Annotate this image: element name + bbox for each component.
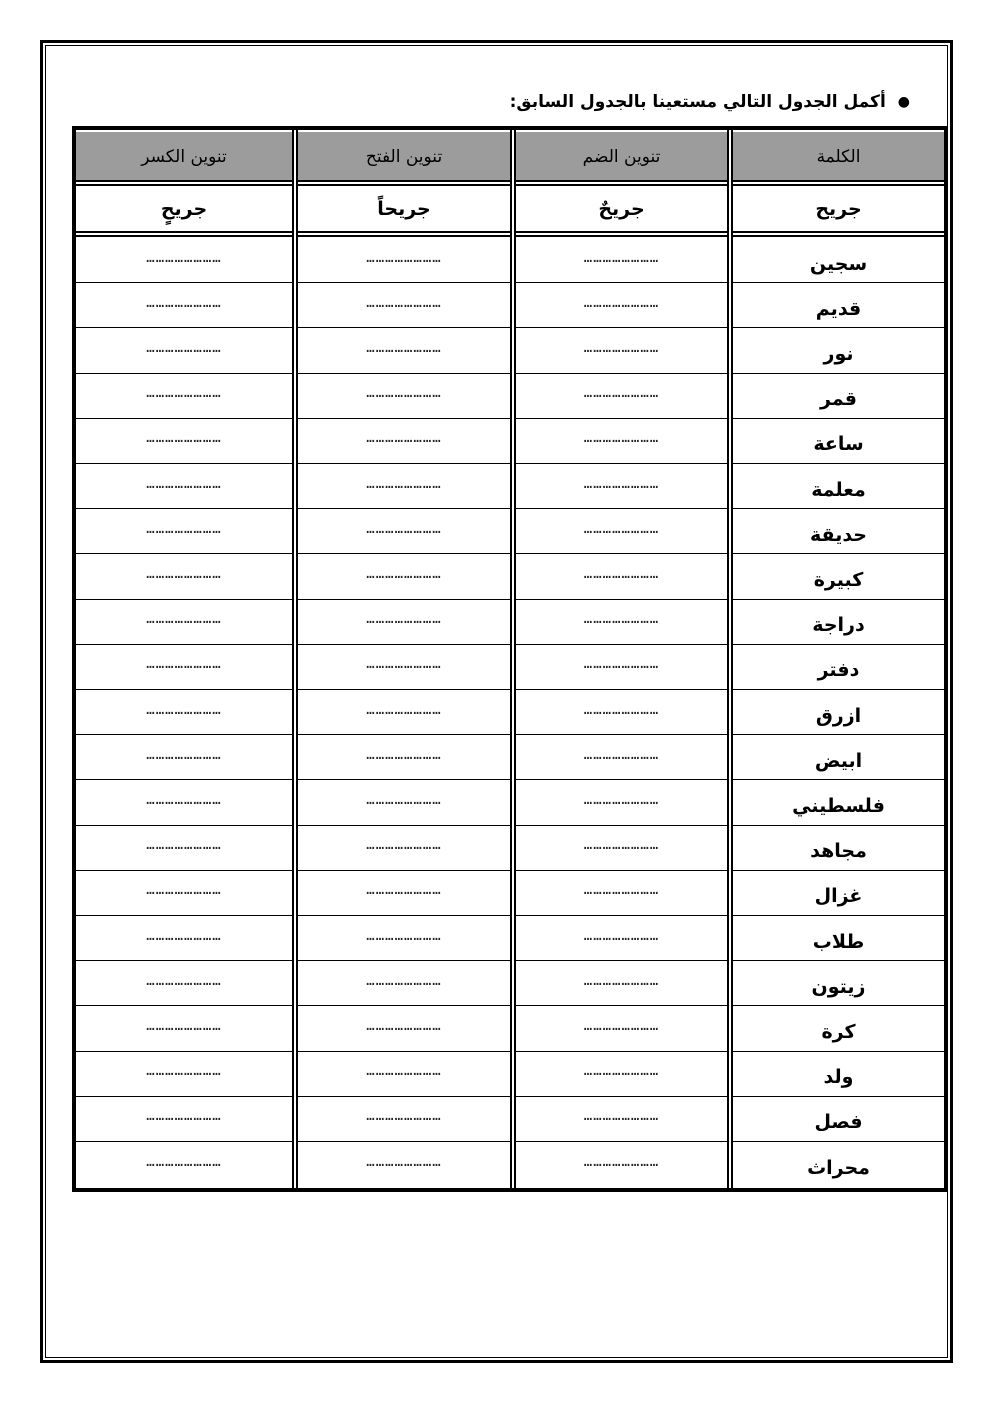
answer-blank: …………………… bbox=[583, 611, 660, 628]
column-separator bbox=[727, 130, 733, 1188]
row-line bbox=[733, 373, 944, 374]
row-line bbox=[76, 553, 292, 554]
row-line bbox=[733, 1051, 944, 1052]
answer-blank: …………………… bbox=[583, 430, 660, 447]
answer-blank: …………………… bbox=[583, 1108, 660, 1125]
row-line bbox=[76, 825, 292, 826]
answer-blank: …………………… bbox=[146, 520, 222, 537]
answer-blank: …………………… bbox=[146, 249, 222, 266]
answer-blank: …………………… bbox=[366, 565, 442, 582]
row-line bbox=[76, 960, 292, 961]
row-line bbox=[733, 1141, 944, 1142]
row-line bbox=[516, 1005, 727, 1006]
answer-blank: …………………… bbox=[146, 882, 222, 899]
answer-blank: …………………… bbox=[583, 1153, 660, 1170]
row-line bbox=[516, 463, 727, 464]
row-line bbox=[516, 644, 727, 645]
instruction-line bbox=[510, 92, 910, 112]
answer-blank: …………………… bbox=[583, 1063, 660, 1080]
row-line bbox=[516, 599, 727, 600]
answer-blank: …………………… bbox=[366, 837, 442, 854]
answer-blank: …………………… bbox=[366, 1063, 442, 1080]
row-line bbox=[76, 327, 292, 328]
row-line bbox=[516, 508, 727, 509]
row-line bbox=[76, 373, 292, 374]
row-line bbox=[76, 689, 292, 690]
header-tanween-kasra: تنوين الكسر bbox=[141, 147, 227, 167]
row-line bbox=[516, 418, 727, 419]
answer-blank: …………………… bbox=[583, 972, 660, 989]
row-line bbox=[516, 870, 727, 871]
answer-blank: …………………… bbox=[583, 701, 660, 718]
row-line bbox=[76, 1141, 292, 1142]
answer-blank: …………………… bbox=[366, 385, 442, 402]
row-line bbox=[298, 1005, 510, 1006]
word-cell: ازرق bbox=[815, 704, 862, 727]
word-cell: غزال bbox=[814, 885, 863, 908]
answer-blank: …………………… bbox=[146, 1153, 222, 1170]
answer-blank: …………………… bbox=[146, 611, 222, 628]
answer-blank: …………………… bbox=[583, 882, 660, 899]
example-word: جريح bbox=[815, 197, 862, 220]
word-cell: سجين bbox=[809, 252, 868, 275]
answer-blank: …………………… bbox=[146, 656, 222, 673]
header-word: الكلمة bbox=[816, 147, 861, 167]
answer-blank: …………………… bbox=[366, 1017, 442, 1034]
row-line bbox=[76, 1051, 292, 1052]
row-line bbox=[298, 734, 510, 735]
row-line bbox=[516, 960, 727, 961]
row-line bbox=[298, 644, 510, 645]
answer-blank: …………………… bbox=[366, 791, 442, 808]
answer-blank: …………………… bbox=[366, 294, 442, 311]
answer-blank: …………………… bbox=[366, 882, 442, 899]
row-line bbox=[733, 282, 944, 283]
answer-blank: …………………… bbox=[146, 339, 222, 356]
row-line bbox=[298, 689, 510, 690]
answer-blank: …………………… bbox=[146, 294, 222, 311]
row-line bbox=[298, 870, 510, 871]
answer-blank: …………………… bbox=[583, 385, 660, 402]
row-line bbox=[516, 1141, 727, 1142]
row-line bbox=[516, 373, 727, 374]
answer-blank: …………………… bbox=[366, 1108, 442, 1125]
example-fatha: جريحاً bbox=[377, 197, 431, 220]
word-cell: فلسطيني bbox=[792, 794, 885, 817]
answer-blank: …………………… bbox=[583, 294, 660, 311]
row-line bbox=[298, 915, 510, 916]
answer-blank: …………………… bbox=[583, 475, 660, 492]
word-cell: ولد bbox=[823, 1066, 854, 1089]
answer-blank: …………………… bbox=[146, 1017, 222, 1034]
answer-blank: …………………… bbox=[366, 701, 442, 718]
answer-blank: …………………… bbox=[146, 475, 222, 492]
instruction-text: أكمل الجدول التالي مستعينا بالجدول السابق: bbox=[509, 92, 886, 112]
row-line bbox=[733, 734, 944, 735]
row-line bbox=[76, 644, 292, 645]
row-line bbox=[298, 553, 510, 554]
answer-blank: …………………… bbox=[146, 385, 222, 402]
row-line bbox=[733, 870, 944, 871]
row-line bbox=[298, 282, 510, 283]
row-line bbox=[516, 282, 727, 283]
tanween-table bbox=[72, 126, 948, 1192]
row-line bbox=[733, 327, 944, 328]
column-separator bbox=[510, 130, 516, 1188]
answer-blank: …………………… bbox=[146, 837, 222, 854]
answer-blank: …………………… bbox=[366, 746, 442, 763]
answer-blank: …………………… bbox=[366, 656, 442, 673]
row-line bbox=[76, 1005, 292, 1006]
row-line bbox=[298, 418, 510, 419]
answer-blank: …………………… bbox=[366, 927, 442, 944]
row-line bbox=[733, 508, 944, 509]
answer-blank: …………………… bbox=[583, 249, 660, 266]
row-line bbox=[733, 599, 944, 600]
word-cell: حديقة bbox=[810, 523, 867, 546]
header-tanween-damma: تنوين الضم bbox=[582, 147, 661, 167]
word-cell: ساعة bbox=[813, 433, 864, 456]
word-cell: معلمة bbox=[811, 478, 866, 501]
row-line bbox=[298, 463, 510, 464]
answer-blank: …………………… bbox=[583, 520, 660, 537]
row-line bbox=[298, 825, 510, 826]
answer-blank: …………………… bbox=[583, 339, 660, 356]
answer-blank: …………………… bbox=[146, 927, 222, 944]
row-line bbox=[298, 1051, 510, 1052]
row-line bbox=[516, 779, 727, 780]
answer-blank: …………………… bbox=[583, 565, 660, 582]
row-line bbox=[516, 915, 727, 916]
answer-blank: …………………… bbox=[583, 837, 660, 854]
bullet-icon: ● bbox=[897, 94, 910, 110]
word-cell: طلاب bbox=[812, 930, 865, 953]
answer-blank: …………………… bbox=[146, 430, 222, 447]
word-cell: كرة bbox=[821, 1020, 856, 1043]
answer-blank: …………………… bbox=[366, 430, 442, 447]
row-line bbox=[298, 508, 510, 509]
word-cell: ابيض bbox=[814, 749, 863, 772]
answer-blank: …………………… bbox=[366, 972, 442, 989]
row-line bbox=[733, 689, 944, 690]
answer-blank: …………………… bbox=[146, 701, 222, 718]
row-line bbox=[516, 689, 727, 690]
answer-blank: …………………… bbox=[583, 656, 660, 673]
word-cell: زيتون bbox=[811, 975, 866, 998]
row-line bbox=[298, 779, 510, 780]
answer-blank: …………………… bbox=[146, 1108, 222, 1125]
row-line bbox=[298, 599, 510, 600]
row-line bbox=[516, 1096, 727, 1097]
row-line bbox=[733, 915, 944, 916]
row-line bbox=[733, 1096, 944, 1097]
row-line bbox=[298, 960, 510, 961]
answer-blank: …………………… bbox=[146, 1063, 222, 1080]
row-line bbox=[733, 463, 944, 464]
answer-blank: …………………… bbox=[366, 475, 442, 492]
row-line bbox=[516, 327, 727, 328]
row-line bbox=[76, 734, 292, 735]
row-line bbox=[516, 1051, 727, 1052]
answer-blank: …………………… bbox=[583, 927, 660, 944]
row-line bbox=[733, 553, 944, 554]
row-line bbox=[516, 553, 727, 554]
answer-blank: …………………… bbox=[146, 565, 222, 582]
row-line bbox=[298, 373, 510, 374]
row-line bbox=[298, 1141, 510, 1142]
row-line bbox=[76, 599, 292, 600]
row-line bbox=[516, 825, 727, 826]
row-line bbox=[733, 644, 944, 645]
row-line bbox=[76, 1096, 292, 1097]
example-kasra: جريحٍ bbox=[160, 197, 208, 220]
answer-blank: …………………… bbox=[366, 339, 442, 356]
row-line bbox=[76, 779, 292, 780]
word-cell: قمر bbox=[820, 388, 857, 411]
row-line bbox=[76, 282, 292, 283]
answer-blank: …………………… bbox=[146, 791, 222, 808]
answer-blank: …………………… bbox=[583, 746, 660, 763]
row-line bbox=[733, 418, 944, 419]
row-line bbox=[516, 734, 727, 735]
word-cell: دفتر bbox=[817, 659, 860, 682]
word-cell: نور bbox=[823, 342, 854, 365]
row-line bbox=[733, 960, 944, 961]
row-line bbox=[733, 1005, 944, 1006]
header-tanween-fatha: تنوين الفتح bbox=[365, 147, 443, 167]
row-line bbox=[298, 1096, 510, 1097]
answer-blank: …………………… bbox=[366, 520, 442, 537]
row-line bbox=[298, 327, 510, 328]
column-separator bbox=[292, 130, 298, 1188]
answer-blank: …………………… bbox=[583, 1017, 660, 1034]
answer-blank: …………………… bbox=[366, 611, 442, 628]
row-line bbox=[76, 915, 292, 916]
example-damma: جريحٌ bbox=[598, 197, 645, 220]
row-line bbox=[76, 463, 292, 464]
row-line bbox=[733, 779, 944, 780]
answer-blank: …………………… bbox=[366, 1153, 442, 1170]
word-cell: كبيرة bbox=[813, 568, 864, 591]
word-cell: محراث bbox=[807, 1156, 870, 1179]
row-line bbox=[76, 508, 292, 509]
word-cell: فصل bbox=[814, 1111, 863, 1134]
word-cell: دراجة bbox=[812, 614, 865, 637]
answer-blank: …………………… bbox=[583, 791, 660, 808]
answer-blank: …………………… bbox=[146, 972, 222, 989]
answer-blank: …………………… bbox=[146, 746, 222, 763]
row-line bbox=[76, 870, 292, 871]
word-cell: قديم bbox=[815, 297, 862, 320]
answer-blank: …………………… bbox=[366, 249, 442, 266]
row-line bbox=[76, 418, 292, 419]
word-cell: مجاهد bbox=[810, 840, 867, 863]
row-line bbox=[733, 825, 944, 826]
